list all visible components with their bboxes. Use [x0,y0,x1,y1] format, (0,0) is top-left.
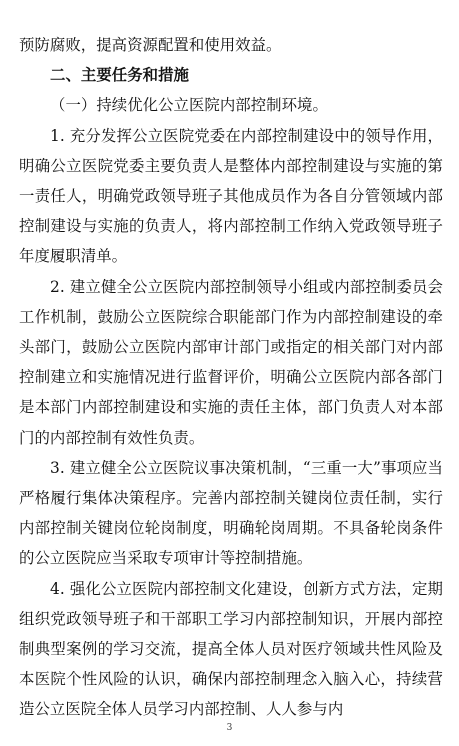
document-body [19,30,443,725]
page-number: 3 [226,723,233,733]
paragraph-3: 3. 建立健全公立医院议事决策机制，“三重一大”事项应当严格履行集体决策程序。完善内部控制关键岗位责任制，实行内部控制关键岗位轮岗制度，明确轮岗周期。不具备轮岗条件的公立医院应当采取专项审计等控制措施。 [19,458,443,568]
continuation-text: 预防腐败，提高资源配置和使用效益。 [19,36,282,54]
paragraph-4: 4. 强化公立医院内部控制文化建设，创新方式方法，定期组织党政领导班子和干部职工学习内部控制知识，开展内部控制典型案例的学习交流，提高全体人员对医疗领域共性风险及本医院个性风险的认识，确保内部控制理念入脑入心，持续营造公立医院全体人员学习内部控制、人人参与内 [19,579,443,719]
subsection-heading: （一）持续优化公立医院内部控制环境。 [50,96,328,115]
section-heading: 二、主要任务和措施 [50,66,189,85]
paragraph-1: 1. 充分发挥公立医院党委在内部控制建设中的领导作用，明确公立医院党委主要负责人是整体内部控制建设与实施的第一责任人，明确党政领导班子其他成员作为各自分管领域内部控制建设与实施的负责人，将内部控制工作纳入党政领导班子年度履职清单。 [19,126,443,266]
paragraph-2: 2. 建立健全公立医院内部控制领导小组或内部控制委员会工作机制，鼓励公立医院综合职能部门作为内部控制建设的牵头部门，鼓励公立医院内部审计部门或指定的相关部门对内部控制建立和实施情况进行监督评价，明确公立医院内部各部门是本部门内部控制建设和实施的责任主体，部门负责人对本部门的内部控制有效性负责。 [19,277,443,447]
